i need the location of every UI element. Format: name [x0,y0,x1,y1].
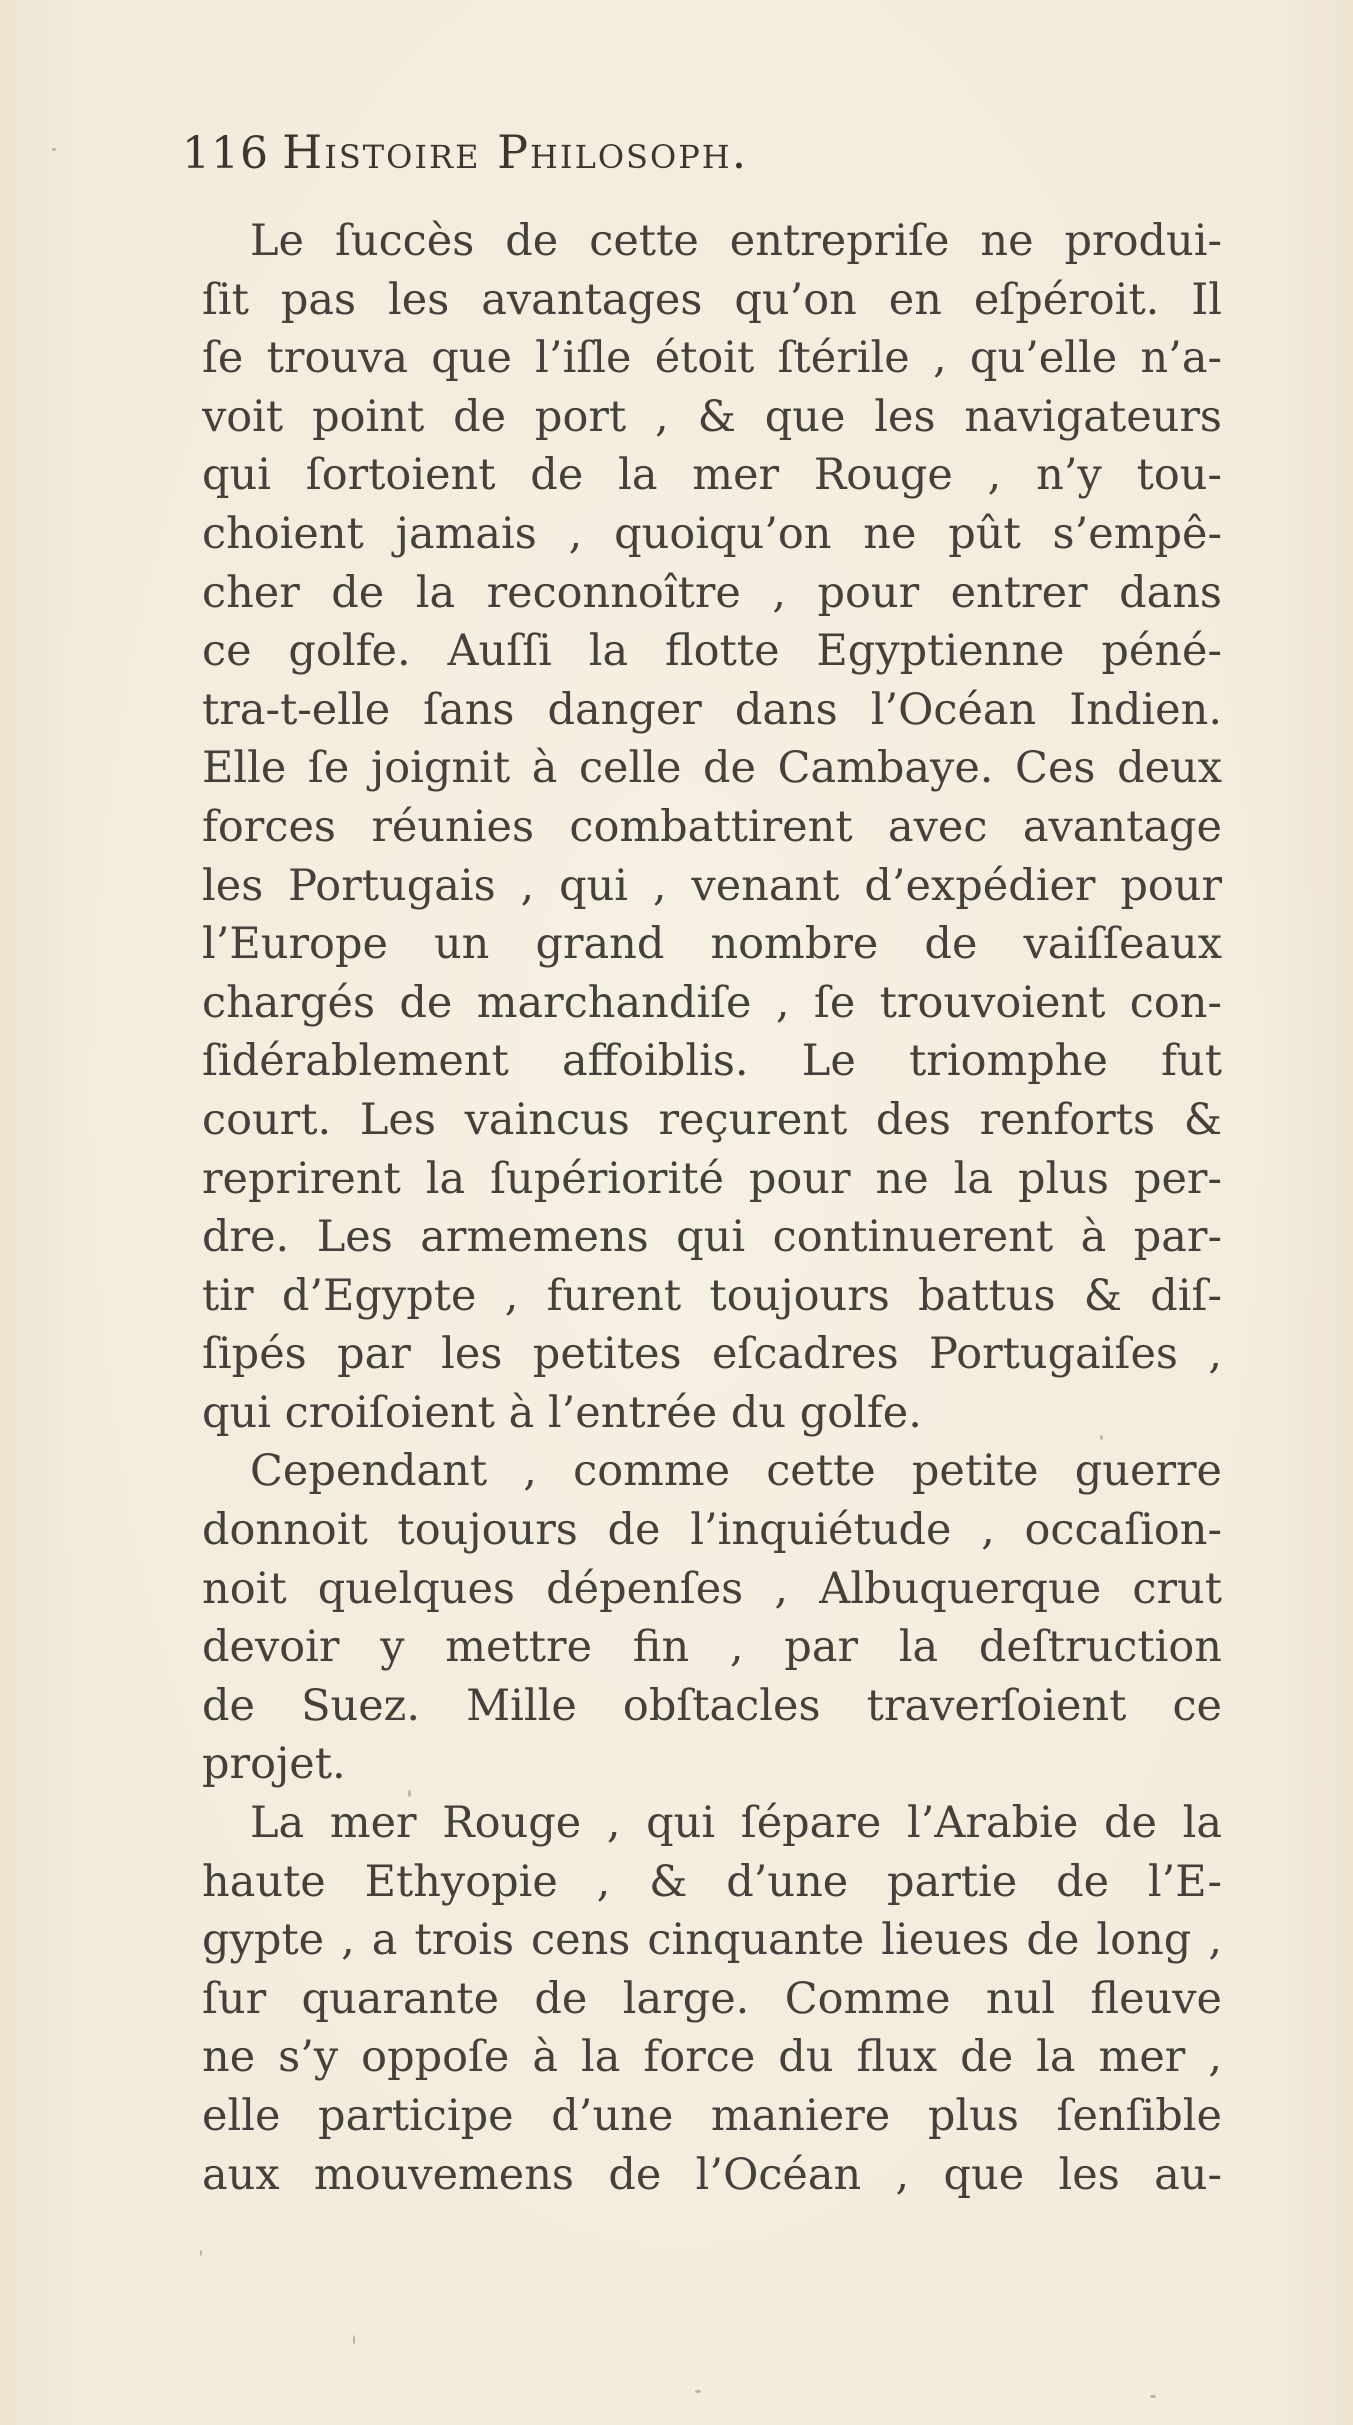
text-line: Cependant , comme cette petite guerre [250,1446,1222,1497]
text-line: choient jamais , quoiqu’on ne pût s’empê- [202,508,1222,559]
text-line: chargés de marchandiſe , ſe trouvoient con- [202,977,1222,1028]
text-line: Elle ſe joignit à celle de Cambaye. Ces deux [202,743,1222,794]
text-line: voit point de port , & que les navigateurs [202,391,1222,442]
text-line: donnoit toujours de l’inquiétude , occaſion- [202,1505,1222,1556]
text-line: cher de la reconnoître , pour entrer dans [202,567,1222,618]
running-head [182,125,748,205]
text-line: court. Les vaincus reçurent des renforts & [202,1094,1222,1145]
text-line: haute Ethyopie , & d’une partie de l’E- [202,1856,1222,1907]
text-line: reprirent la ſupériorité pour ne la plus per- [202,1153,1222,1204]
paper-speck [353,2335,355,2345]
text-line: ſe trouva que l’iſle étoit ſtérile , qu’elle n’a- [202,333,1222,384]
paper-speck [695,2390,701,2393]
text-line: ſipés par les petites eſcadres Portugaiſes , [202,1329,1222,1380]
text-line: tra-t-elle ſans danger dans l’Océan Indien. [202,684,1222,735]
text-line: l’Europe un grand nombre de vaiſſeaux [202,919,1222,970]
text-line: dre. Les armemens qui continuerent à par- [202,1212,1222,1263]
text-line: aux mouvemens de l’Océan , que les au- [202,2149,1222,2200]
text-line: projet. [202,1739,346,1790]
paragraph [202,1794,1222,2204]
text-line: ſidérablement affoiblis. Le triomphe fut [202,1036,1222,1087]
paper-speck [408,1790,411,1797]
text-line: ſur quarante de large. Comme nul fleuve [202,1973,1222,2024]
paper-speck [52,148,56,151]
text-line: noit quelques dépenſes , Albuquerque crut [202,1563,1222,1614]
text-line: tir d’Egypte , furent toujours battus & diſ- [202,1270,1222,1321]
text-line: les Portugais , qui , venant d’expédier pour [202,860,1222,911]
text-line: Le ſuccès de cette entrepriſe ne produi- [250,216,1222,266]
running-title: Histoire Philosoph. [282,125,749,179]
text-line: ce golfe. Auſſi la flotte Egyptienne péné- [202,626,1222,677]
paper-speck [1100,1435,1103,1440]
paper-speck [1150,2395,1156,2398]
paragraph [202,212,1222,1442]
text-line: ne s’y oppoſe à la force du flux de la mer , [202,2032,1222,2083]
text-line: qui ſortoient de la mer Rouge , n’y tou- [202,450,1222,501]
body-text [202,212,1222,2204]
text-line: gypte , a trois cens cinquante lieues de long , [202,1915,1222,1966]
text-line: forces réunies combattirent avec avantage [202,801,1222,852]
text-line: de Suez. Mille obſtacles traverſoient ce [202,1680,1222,1731]
text-line: La mer Rouge , qui ſépare l’Arabie de la [250,1798,1222,1849]
paper-speck [200,2250,202,2256]
paragraph [202,1442,1222,1794]
text-line: devoir y mettre fin , par la deſtruction [202,1622,1222,1673]
text-line: qui croiſoient à l’entrée du golfe. [202,1387,922,1438]
page-number: 116 [182,128,269,179]
text-line: elle participe d’une maniere plus ſenſible [202,2091,1222,2141]
text-line: ſit pas les avantages qu’on en eſpéroit. Il [202,274,1222,325]
